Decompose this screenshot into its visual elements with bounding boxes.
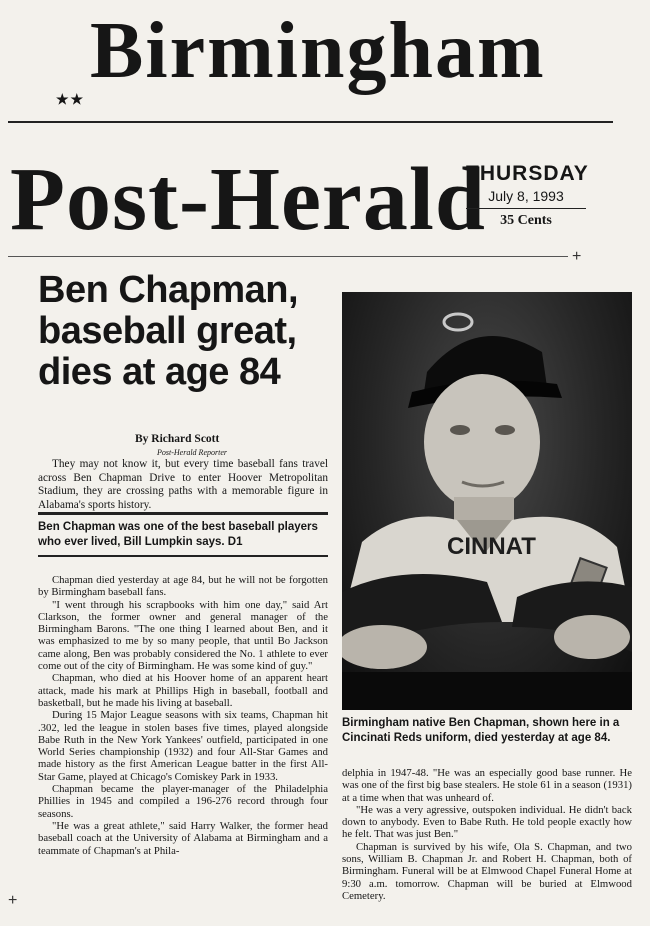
article-body-left <box>38 574 328 857</box>
body-paragraph: "He was a very agressive, outspoken individual. He didn't back down to anybody. Even to Babe Ruth. He told people exactly how he felt. That was just Ben." <box>342 803 632 841</box>
body-paragraph: "He was a great athlete," said Harry Walker, the former head baseball coach at the University of Alabama at Birmingham and a teammate of Chapman's at Phila- <box>38 819 328 857</box>
article-lede: They may not know it, but every time baseball fans travel across Ben Chapman Drive to enter Hoover Metropolitan Stadium, they are crossing paths with a memorable figure in Alabama's sports history. <box>38 458 328 511</box>
registration-mark-icon: + <box>8 892 18 909</box>
portrait-illustration <box>342 292 632 710</box>
article-teaser: Ben Chapman was one of the best baseball players who ever lived, Bill Lumpkin says. D1 <box>38 512 328 557</box>
masthead-rule <box>8 121 613 123</box>
registration-mark-icon: + <box>572 248 582 265</box>
masthead-birmingham: Birmingham <box>90 7 546 95</box>
masthead-stars: ★★ <box>56 93 86 108</box>
body-paragraph: Chapman is survived by his wife, Ola S. Chapman, and two sons, William B. Chapman Jr. and Robert H. Chapman, both of Birmingham. Funeral will be at Elmwood Chapel Funeral Home at 9:30 a.m. tomorrow. Chapman will be buried at Elmwood Cemetery. <box>342 840 632 902</box>
dateline-price: 35 Cents <box>500 213 552 228</box>
article-headline: Ben Chapman, baseball great, dies at age 84 <box>38 269 299 393</box>
body-paragraph: delphia in 1947-48. "He was an especially good base runner. He was one of the first big base stealers. He stole 61 in a season (1931) at a time when that was unheard of. <box>342 767 632 804</box>
dateline-day: THURSDAY <box>466 162 589 185</box>
body-paragraph: Chapman died yesterday at age 84, but he will not be forgotten by Birmingham baseball fans. <box>38 574 328 599</box>
body-paragraph: During 15 Major League seasons with six teams, Chapman hit .302, led the league in stolen bases five times, played alongside Babe Ruth in the New York Yankees' outfield, participated in one World Series championship (1932) and four All-Star Games and made history as the first American League batter in the first All-Star Game, played at Chicago's Comiskey Park in 1933. <box>38 709 328 783</box>
body-paragraph: Chapman, who died at his Hoover home of an apparent heart attack, made his mark at Phillips High in baseball, football and basketball, but he made his living at baseball. <box>38 672 328 709</box>
section-rule <box>8 256 568 257</box>
article-body-right <box>342 767 632 902</box>
article-byline: By Richard Scott <box>135 433 220 445</box>
body-paragraph: Chapman became the player-manager of the Philadelphia Phillies in 1945 and compiled a 196-276 record through four seasons. <box>38 783 328 820</box>
dateline <box>466 162 589 229</box>
dateline-date: July 8, 1993 <box>466 188 586 209</box>
jersey-lettering: CINNAT <box>447 533 536 560</box>
article-byline-role: Post-Herald Reporter <box>157 448 227 457</box>
ben-chapman-photo <box>342 292 632 710</box>
photo-caption: Birmingham native Ben Chapman, shown here in a Cincinati Reds uniform, died yesterday at age 84. <box>342 717 620 744</box>
body-paragraph: "I went through his scrapbooks with him one day," said Art Clarkson, the former owner and general manager of the Birmingham Barons. "The one thing I learned about Ben, and it was emphasized to me by so many people, that until Bo Jackson came along, Ben was probably considered the No. 1 athlete to ever come out of the city of Birmingham. He was some kind of guy." <box>38 598 328 673</box>
masthead-post-herald: Post-Herald <box>10 150 486 249</box>
